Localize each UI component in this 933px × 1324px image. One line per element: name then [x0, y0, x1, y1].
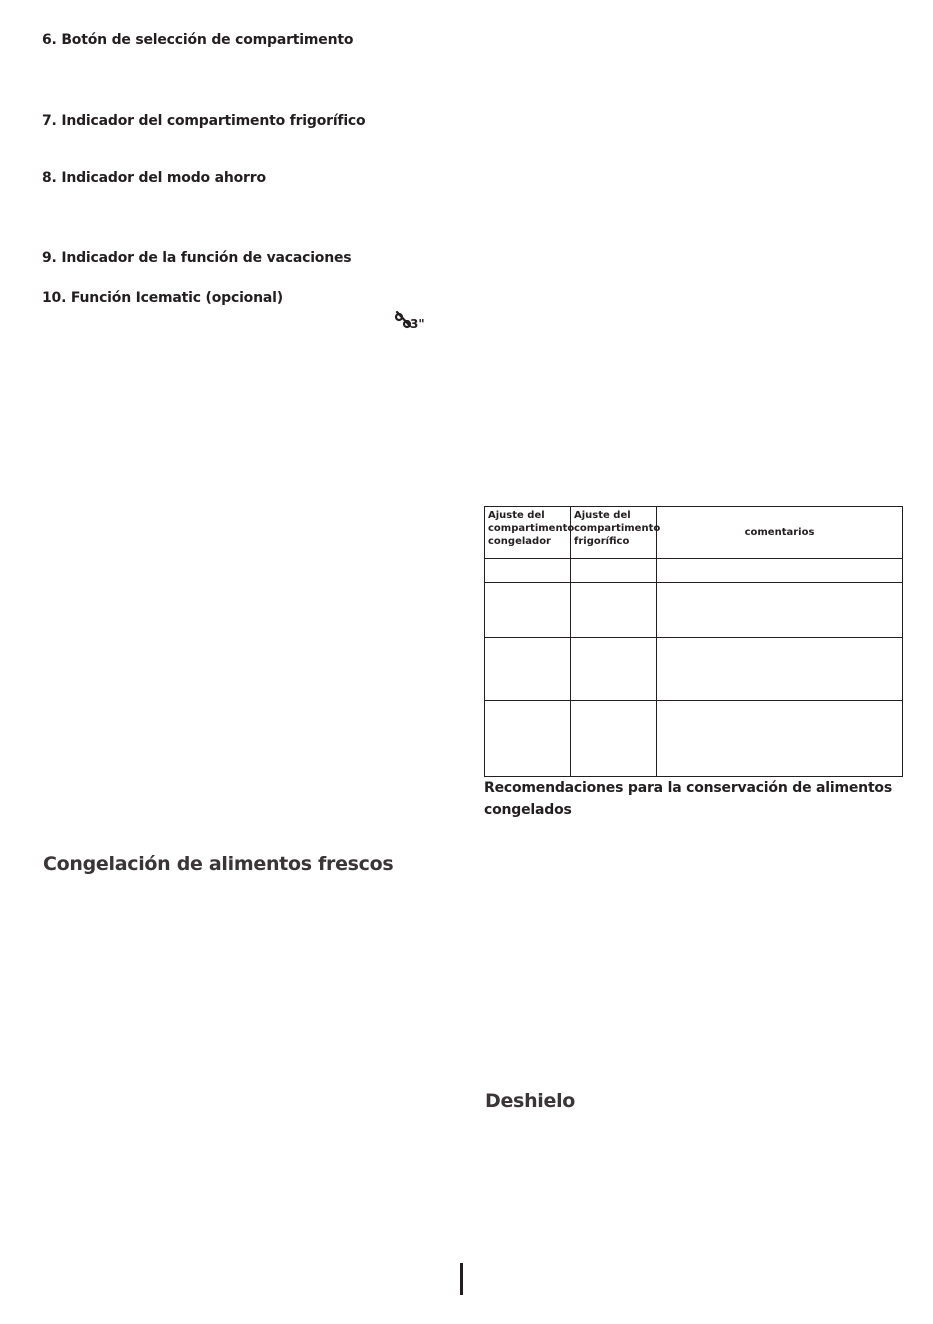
table-row: [485, 559, 903, 583]
table-cell: [657, 701, 903, 777]
table-cell: [657, 583, 903, 638]
table-header-row: [485, 507, 903, 559]
table-cell: [571, 701, 657, 777]
header-freezer-setting: Ajuste del compartimento congelador: [485, 507, 571, 559]
table-cell: [571, 583, 657, 638]
heading-icematic-function: 10. Función Icematic (opcional): [42, 290, 283, 306]
table-cell: [485, 559, 571, 583]
table-row: [485, 583, 903, 638]
table-row: [485, 638, 903, 701]
heading-vacation-indicator: 9. Indicador de la función de vacaciones: [42, 250, 352, 266]
section-title-freezing-fresh-food: Congelación de alimentos frescos: [43, 853, 394, 875]
page-divider-mark: [460, 1263, 463, 1295]
table-cell: [657, 559, 903, 583]
section-title-defrost: Deshielo: [485, 1090, 576, 1112]
icematic-timer-icon: [393, 309, 443, 331]
header-fridge-setting: Ajuste del compartimento frigorífico: [571, 507, 657, 559]
table-cell: [571, 638, 657, 701]
heading-fridge-indicator: 7. Indicador del compartimento frigorífico: [42, 113, 366, 129]
table-cell: [485, 638, 571, 701]
heading-frozen-food-recommendations: Recomendaciones para la conservación de alimentos congelados: [484, 780, 892, 818]
header-comments: comentarios: [657, 507, 903, 559]
table-cell: [657, 638, 903, 701]
settings-table: [484, 506, 903, 777]
table-cell: [571, 559, 657, 583]
table-row: [485, 701, 903, 777]
icematic-glyph: 3": [410, 317, 425, 331]
table-cell: [485, 701, 571, 777]
heading-eco-mode-indicator: 8. Indicador del modo ahorro: [42, 170, 266, 186]
table-cell: [485, 583, 571, 638]
heading-compartment-select-button: 6. Botón de selección de compartimento: [42, 32, 354, 48]
